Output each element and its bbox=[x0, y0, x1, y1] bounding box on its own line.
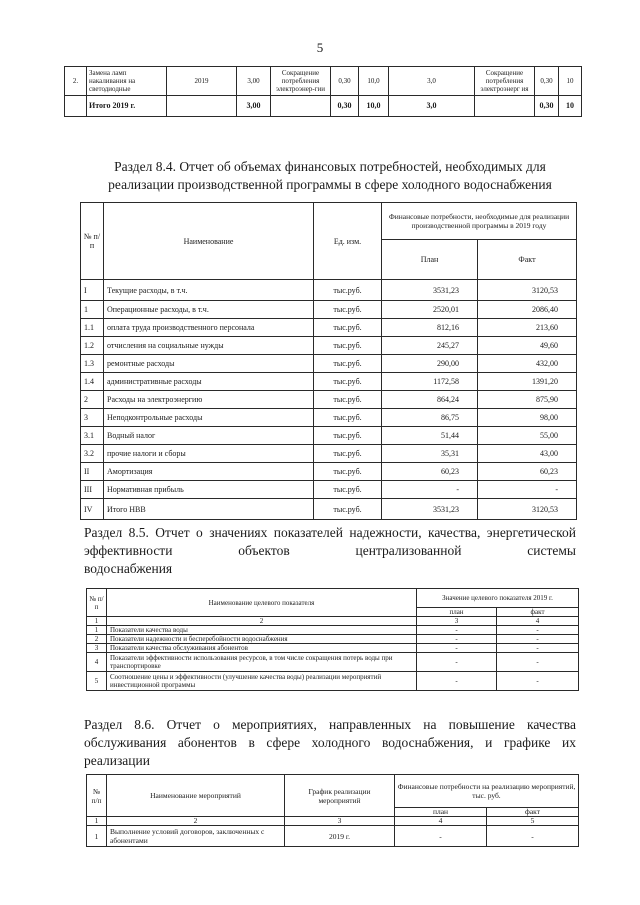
header-plan: план bbox=[395, 808, 487, 817]
row-name: оплата труда производственного персонала bbox=[104, 319, 314, 337]
table-row bbox=[81, 427, 577, 445]
row-name: Амортизация bbox=[104, 463, 314, 481]
row-num: 4 bbox=[87, 653, 107, 672]
cell: 3,00 bbox=[237, 96, 271, 117]
header-num: № п/п bbox=[81, 203, 104, 280]
cell: 2 bbox=[107, 617, 417, 626]
row-plan: - bbox=[417, 644, 497, 653]
row-num: 1.3 bbox=[81, 355, 104, 373]
row-plan: 51,44 bbox=[382, 427, 478, 445]
row-name: Водный налог bbox=[104, 427, 314, 445]
row-fact: 3120,53 bbox=[478, 280, 577, 301]
row-fact: 875,90 bbox=[478, 391, 577, 409]
column-numbers-row bbox=[87, 817, 579, 826]
row-plan: 290,00 bbox=[382, 355, 478, 373]
table-row bbox=[81, 409, 577, 427]
row-name: административные расходы bbox=[104, 373, 314, 391]
cell: - bbox=[395, 826, 487, 847]
header-group: Финансовые потребности, необходимые для реализации производственной программы в 2019 году bbox=[382, 203, 577, 240]
indicators-table bbox=[86, 588, 579, 691]
row-fact: - bbox=[497, 626, 579, 635]
row-num: 3 bbox=[81, 409, 104, 427]
row-num: 5 bbox=[87, 672, 107, 691]
column-numbers-row bbox=[87, 617, 579, 626]
row-unit: тыс.руб. bbox=[314, 445, 382, 463]
row-fact: 49,60 bbox=[478, 337, 577, 355]
indicator-rows bbox=[87, 626, 579, 691]
cell: 3,00 bbox=[237, 67, 271, 96]
cell: 10,0 bbox=[359, 67, 389, 96]
row-fact: 98,00 bbox=[478, 409, 577, 427]
header-plan: план bbox=[417, 608, 497, 617]
row-fact: - bbox=[478, 481, 577, 499]
row-fact: - bbox=[497, 644, 579, 653]
row-name: Неподконтрольные расходы bbox=[104, 409, 314, 427]
cell: 1 bbox=[87, 817, 107, 826]
row-plan: - bbox=[382, 481, 478, 499]
table-row bbox=[81, 319, 577, 337]
row-fact: 432,00 bbox=[478, 355, 577, 373]
row-fact: - bbox=[497, 635, 579, 644]
row-name: Показатели эффективности использования ресурсов, в том числе сокращения потерь воды при транспортировке bbox=[107, 653, 417, 672]
section-8-5-title-line3: водоснабжения bbox=[84, 560, 173, 576]
row-num: II bbox=[81, 463, 104, 481]
header-row bbox=[81, 203, 577, 240]
header-fact: факт bbox=[497, 608, 579, 617]
cell: 0,30 bbox=[535, 67, 559, 96]
header-num: № п/п bbox=[87, 589, 107, 617]
row-num: 2 bbox=[87, 635, 107, 644]
row-name: Расходы на электроэнергию bbox=[104, 391, 314, 409]
table-row bbox=[87, 626, 579, 635]
row-num: III bbox=[81, 481, 104, 499]
row-fact: 213,60 bbox=[478, 319, 577, 337]
table-row bbox=[81, 463, 577, 481]
row-name: Показатели надежности и бесперебойности водоснабжения bbox=[107, 635, 417, 644]
row-unit: тыс.руб. bbox=[314, 301, 382, 319]
header-fact: Факт bbox=[478, 240, 577, 280]
row-unit: тыс.руб. bbox=[314, 355, 382, 373]
table-row bbox=[81, 337, 577, 355]
cell: 1 bbox=[87, 617, 107, 626]
table-row bbox=[65, 67, 582, 96]
row-unit: тыс.руб. bbox=[314, 409, 382, 427]
top-table bbox=[64, 66, 582, 117]
row-plan: - bbox=[417, 672, 497, 691]
cell: 0,30 bbox=[331, 67, 359, 96]
cell: 0,30 bbox=[331, 96, 359, 117]
row-name: прочие налоги и сборы bbox=[104, 445, 314, 463]
header-row bbox=[87, 775, 579, 808]
header-group: Значение целевого показателя 2019 г. bbox=[417, 589, 579, 608]
cell: 10 bbox=[559, 96, 582, 117]
header-name: Наименование целевого показателя bbox=[107, 589, 417, 617]
header-unit: Ед. изм. bbox=[314, 203, 382, 280]
row-plan: 864,24 bbox=[382, 391, 478, 409]
row-unit: тыс.руб. bbox=[314, 373, 382, 391]
section-8-6-title: Раздел 8.6. Отчет о мероприятиях, направленных на повышение качества обслуживания абонентов в сфере холодного водоснабжения, и графике их реализации bbox=[84, 717, 576, 768]
table-row bbox=[87, 826, 579, 847]
row-plan: - bbox=[417, 626, 497, 635]
row-name: Соотношение цены и эффективности (улучшение качества воды) реализации мероприятий инвестиционной программы bbox=[107, 672, 417, 691]
row-unit: тыс.руб. bbox=[314, 319, 382, 337]
cell: 0,30 bbox=[535, 96, 559, 117]
table-row bbox=[87, 653, 579, 672]
table-row bbox=[81, 499, 577, 520]
cell: 2019 г. bbox=[285, 826, 395, 847]
cell bbox=[475, 96, 535, 117]
cell: Сокращение потребления электроэнерг ия bbox=[475, 67, 535, 96]
cell: Замена ламп накаливания на светодиодные bbox=[87, 67, 167, 96]
row-plan: 812,16 bbox=[382, 319, 478, 337]
section-8-5-title bbox=[84, 524, 576, 577]
row-name: Итого НВВ bbox=[104, 499, 314, 520]
cell: 3,0 bbox=[389, 67, 475, 96]
table-row bbox=[87, 644, 579, 653]
table-row bbox=[87, 635, 579, 644]
cell: 1 bbox=[87, 826, 107, 847]
row-unit: тыс.руб. bbox=[314, 427, 382, 445]
row-name: Показатели качества воды bbox=[107, 626, 417, 635]
cell: 4 bbox=[395, 817, 487, 826]
header-row bbox=[87, 589, 579, 608]
row-name: Текущие расходы, в т.ч. bbox=[104, 280, 314, 301]
header-fact: факт bbox=[487, 808, 579, 817]
row-plan: - bbox=[417, 653, 497, 672]
row-name: Показатели качества обслуживания абонентов bbox=[107, 644, 417, 653]
cell: 2. bbox=[65, 67, 87, 96]
cell: 2019 bbox=[167, 67, 237, 96]
cell: 4 bbox=[497, 617, 579, 626]
financial-rows bbox=[81, 280, 577, 520]
row-plan: 60,23 bbox=[382, 463, 478, 481]
row-plan: 3531,23 bbox=[382, 280, 478, 301]
table-row bbox=[87, 672, 579, 691]
cell: Итого 2019 г. bbox=[87, 96, 167, 117]
header-group: Финансовые потребности на реализацию мероприятий, тыс. руб. bbox=[395, 775, 579, 808]
row-num: 1 bbox=[81, 301, 104, 319]
row-num: I bbox=[81, 280, 104, 301]
cell: 2 bbox=[107, 817, 285, 826]
row-num: 3.2 bbox=[81, 445, 104, 463]
row-fact: - bbox=[497, 653, 579, 672]
cell: 3,0 bbox=[389, 96, 475, 117]
row-fact: 1391,20 bbox=[478, 373, 577, 391]
row-plan: 2520,01 bbox=[382, 301, 478, 319]
row-name: Операционные расходы, в т.ч. bbox=[104, 301, 314, 319]
row-num: 2 bbox=[81, 391, 104, 409]
header-num: № п/п bbox=[87, 775, 107, 817]
cell: 10,0 bbox=[359, 96, 389, 117]
cell bbox=[65, 96, 87, 117]
row-fact: 2086,40 bbox=[478, 301, 577, 319]
row-unit: тыс.руб. bbox=[314, 337, 382, 355]
page-number: 5 bbox=[316, 40, 324, 55]
row-name: ремонтные расходы bbox=[104, 355, 314, 373]
row-unit: тыс.руб. bbox=[314, 391, 382, 409]
measures-table bbox=[86, 774, 579, 847]
cell: 5 bbox=[487, 817, 579, 826]
row-plan: 1172,58 bbox=[382, 373, 478, 391]
table-row bbox=[81, 445, 577, 463]
row-fact: 3120,53 bbox=[478, 499, 577, 520]
table-row-total bbox=[65, 96, 582, 117]
row-unit: тыс.руб. bbox=[314, 499, 382, 520]
row-fact: 55,00 bbox=[478, 427, 577, 445]
cell: Сокращение потребления электроэнер-гии bbox=[271, 67, 331, 96]
table-row bbox=[81, 301, 577, 319]
cell bbox=[271, 96, 331, 117]
section-8-5-title-line1: Раздел 8.5. Отчет о значениях показателей надежности, качества, bbox=[84, 525, 481, 540]
row-num: 1.4 bbox=[81, 373, 104, 391]
row-num: 1.1 bbox=[81, 319, 104, 337]
row-plan: 3531,23 bbox=[382, 499, 478, 520]
row-name: отчисления на социальные нужды bbox=[104, 337, 314, 355]
row-plan: 86,75 bbox=[382, 409, 478, 427]
section-8-4-title: Раздел 8.4. Отчет об объемах финансовых потребностей, необходимых для реализации производственной программы в сфере холодного водоснабжения bbox=[108, 159, 552, 192]
cell: 10 bbox=[559, 67, 582, 96]
financial-table bbox=[80, 202, 577, 520]
table-row bbox=[81, 373, 577, 391]
row-plan: - bbox=[417, 635, 497, 644]
table-row bbox=[81, 355, 577, 373]
row-fact: 60,23 bbox=[478, 463, 577, 481]
header-name: Наименование bbox=[104, 203, 314, 280]
section-8-5-title-line2: энергетической эффективности объектов централизованной системы bbox=[84, 525, 576, 558]
cell: Выполнение условий договоров, заключенных с абонентами bbox=[107, 826, 285, 847]
row-plan: 35,31 bbox=[382, 445, 478, 463]
header-plan: План bbox=[382, 240, 478, 280]
row-fact: - bbox=[497, 672, 579, 691]
row-fact: 43,00 bbox=[478, 445, 577, 463]
header-schedule: График реализации мероприятий bbox=[285, 775, 395, 817]
cell bbox=[167, 96, 237, 117]
row-plan: 245,27 bbox=[382, 337, 478, 355]
row-unit: тыс.руб. bbox=[314, 280, 382, 301]
row-name: Нормативная прибыль bbox=[104, 481, 314, 499]
row-num: IV bbox=[81, 499, 104, 520]
table-row bbox=[81, 481, 577, 499]
row-unit: тыс.руб. bbox=[314, 481, 382, 499]
cell: 3 bbox=[417, 617, 497, 626]
cell: 3 bbox=[285, 817, 395, 826]
row-num: 3 bbox=[87, 644, 107, 653]
row-unit: тыс.руб. bbox=[314, 463, 382, 481]
table-row bbox=[81, 391, 577, 409]
table-row bbox=[81, 280, 577, 301]
header-name: Наименование мероприятий bbox=[107, 775, 285, 817]
cell: - bbox=[487, 826, 579, 847]
row-num: 1 bbox=[87, 626, 107, 635]
row-num: 1.2 bbox=[81, 337, 104, 355]
row-num: 3.1 bbox=[81, 427, 104, 445]
